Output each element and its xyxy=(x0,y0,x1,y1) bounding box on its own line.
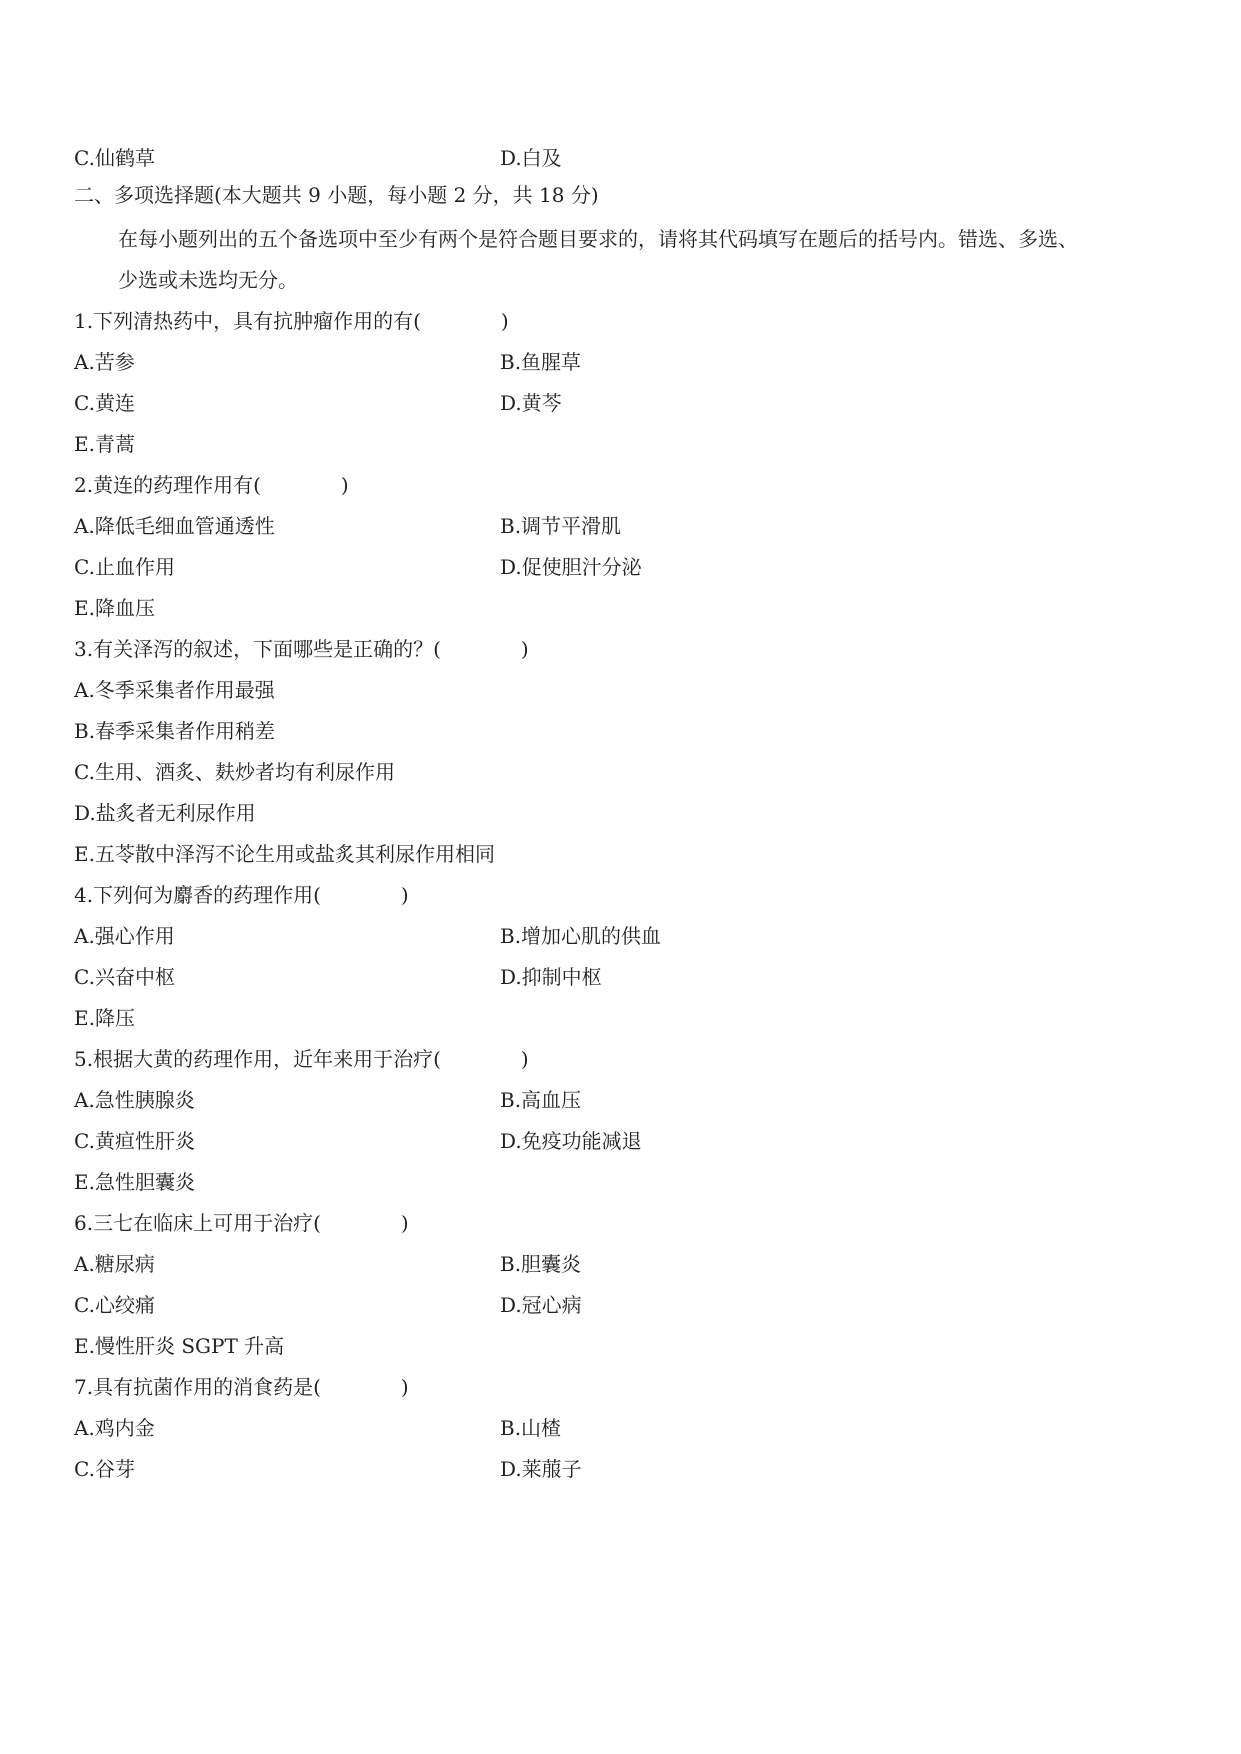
answer-paren-close: ) xyxy=(400,883,409,907)
answer-paren-close: ) xyxy=(520,1047,529,1071)
option-c: C.黄疸性肝炎 xyxy=(74,1129,195,1153)
option-d: D.盐炙者无利尿作用 xyxy=(74,801,256,825)
option-d: D.促使胆汁分泌 xyxy=(500,555,642,579)
option-b: B.胆囊炎 xyxy=(500,1252,582,1276)
question-stem xyxy=(74,1041,529,1077)
option-a: A.冬季采集者作用最强 xyxy=(74,678,275,702)
option-d: D.莱菔子 xyxy=(500,1457,582,1481)
option-d: D.白及 xyxy=(500,146,562,170)
option-d: D.抑制中枢 xyxy=(500,965,602,989)
question-text: 3.有关泽泻的叙述，下面哪些是正确的？( xyxy=(74,637,441,661)
answer-paren-close: ) xyxy=(400,1211,409,1235)
option-e: E.青蒿 xyxy=(74,432,135,456)
option-a: A.强心作用 xyxy=(74,924,175,948)
answer-paren-close: ) xyxy=(340,473,349,497)
option-c: C.心绞痛 xyxy=(74,1293,155,1317)
option-a: A.糖尿病 xyxy=(74,1252,155,1276)
option-b: B.高血压 xyxy=(500,1088,582,1112)
option-e: E.五苓散中泽泻不论生用或盐炙其利尿作用相同 xyxy=(74,842,495,866)
question-stem xyxy=(74,1369,409,1405)
option-c: C.止血作用 xyxy=(74,555,175,579)
option-d: D.免疫功能减退 xyxy=(500,1129,642,1153)
option-c: C.兴奋中枢 xyxy=(74,965,175,989)
answer-paren-close: ) xyxy=(520,637,529,661)
question-stem xyxy=(74,1205,409,1241)
option-a: A.急性胰腺炎 xyxy=(74,1088,195,1112)
option-e: E.慢性肝炎 SGPT 升高 xyxy=(74,1334,285,1358)
option-c: C.谷芽 xyxy=(74,1457,135,1481)
question-stem xyxy=(74,303,509,339)
option-b: B.春季采集者作用稍差 xyxy=(74,719,276,743)
question-text: 6.三七在临床上可用于治疗( xyxy=(74,1211,321,1235)
option-d: D.黄芩 xyxy=(500,391,562,415)
option-c: C.黄连 xyxy=(74,391,135,415)
question-stem xyxy=(74,467,349,503)
option-d: D.冠心病 xyxy=(500,1293,582,1317)
option-b: B.增加心肌的供血 xyxy=(500,924,662,948)
option-e: E.降血压 xyxy=(74,596,155,620)
option-a: A.降低毛细血管通透性 xyxy=(74,514,275,538)
option-a: A.鸡内金 xyxy=(74,1416,155,1440)
option-b: B.山楂 xyxy=(500,1416,562,1440)
option-b: B.鱼腥草 xyxy=(500,350,582,374)
option-b: B.调节平滑肌 xyxy=(500,514,622,538)
option-e: E.急性胆囊炎 xyxy=(74,1170,195,1194)
question-stem xyxy=(74,631,529,667)
question-text: 4.下列何为麝香的药理作用( xyxy=(74,883,321,907)
answer-paren-close: ) xyxy=(500,309,509,333)
option-c: C.仙鹤草 xyxy=(74,146,155,170)
question-text: 7.具有抗菌作用的消食药是( xyxy=(74,1375,321,1399)
section-instructions-line2: 少选或未选均无分。 xyxy=(118,268,298,292)
question-text: 2.黄连的药理作用有( xyxy=(74,473,261,497)
question-text: 1.下列清热药中，具有抗肿瘤作用的有( xyxy=(74,309,421,333)
option-c: C.生用、酒炙、麸炒者均有利尿作用 xyxy=(74,760,395,784)
question-stem xyxy=(74,877,409,913)
option-a: A.苦参 xyxy=(74,350,135,374)
option-e: E.降压 xyxy=(74,1006,135,1030)
answer-paren-close: ) xyxy=(400,1375,409,1399)
question-text: 5.根据大黄的药理作用，近年来用于治疗( xyxy=(74,1047,441,1071)
section-instructions-line1: 在每小题列出的五个备选项中至少有两个是符合题目要求的，请将其代码填写在题后的括号内。错选、多选、 xyxy=(118,227,1078,251)
section-title: 二、多项选择题(本大题共 9 小题，每小题 2 分，共 18 分) xyxy=(74,183,599,207)
